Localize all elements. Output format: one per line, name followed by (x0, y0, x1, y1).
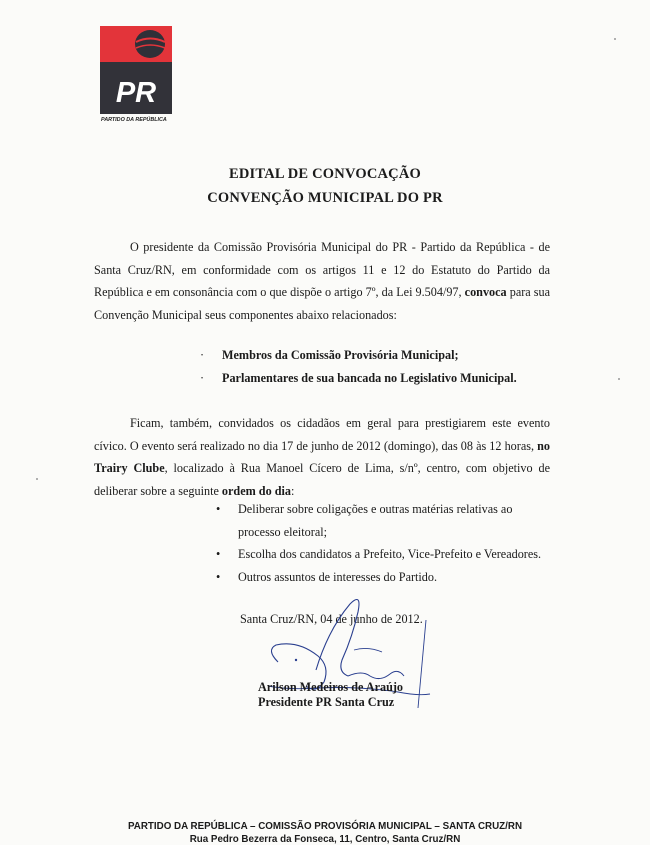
scan-speck (614, 38, 616, 40)
event-text-middle: , localizado à Rua Manoel Cícero de Lima, s/nº, centro, com objetivo de deliberar sobre a seguinte (94, 461, 550, 498)
paragraph-intro (94, 236, 550, 326)
bullet-icon: • (216, 547, 221, 561)
pr-party-logo (100, 26, 172, 122)
list-item (200, 348, 459, 363)
date-line: Santa Cruz/RN, 04 de junho de 2012. (240, 612, 423, 626)
bullet-icon: • (216, 502, 221, 516)
scan-speck (36, 478, 38, 480)
intro-text: O presidente da Comissão Provisória Municipal do PR - Partido da República - de Santa Cruz/RN, em conformidade com os artigos 11 e 12 do Estatuto do Partido da República e em consonância com o que dispõe o artigo 7º, da Lei 9.504/97, (94, 240, 550, 299)
list-marker: · (200, 348, 205, 362)
scan-speck (618, 378, 620, 380)
agenda-item-text: Outros assuntos de interesses do Partido. (238, 570, 438, 584)
document-subtitle: CONVENÇÃO MUNICIPAL DO PR (207, 190, 443, 206)
event-text-end: : (291, 483, 295, 498)
list-marker: · (200, 371, 205, 385)
logo-globe-icon (135, 30, 165, 58)
list-item (200, 371, 517, 386)
bullet-icon: • (216, 570, 221, 584)
agenda-item (216, 566, 556, 589)
paragraph-event (94, 412, 550, 502)
agenda-item-text: Deliberar sobre coligações e outras matérias relativas ao processo eleitoral; (238, 502, 513, 539)
agenda-bold: ordem do dia (221, 483, 291, 498)
document-title: EDITAL DE CONVOCAÇÃO (229, 166, 421, 182)
event-text: Ficam, também, convidados os cidadãos em geral para prestigiarem este evento cívico. O evento será realizado no dia 17 de junho de 2012 (domingo), das 08 às 12 horas, (94, 416, 550, 453)
signatory-role: Presidente PR Santa Cruz (258, 695, 395, 709)
footer-line: PARTIDO DA REPÚBLICA – COMISSÃO PROVISÓRIA MUNICIPAL – SANTA CRUZ/RN (127, 821, 523, 832)
agenda-item (216, 543, 556, 566)
logo-caption: PARTIDO DA REPÚBLICA (101, 117, 167, 122)
logo-initials: PR (115, 77, 157, 109)
signatory-name: Arilson Medeiros de Araújo (258, 680, 403, 694)
convoca-bold: convoca (464, 285, 507, 299)
footer-address: Rua Pedro Bezerra da Fonseca, 11, Centro, Santa Cruz/RN (189, 834, 461, 845)
venue-bold: no Trairy Clube (94, 438, 551, 475)
intro-text-end: para sua Convenção Municipal seus componentes abaixo relacionados: (94, 285, 551, 322)
agenda-item (216, 498, 556, 543)
agenda-item-text: Escolha dos candidatos a Prefeito, Vice-Prefeito e Vereadores. (238, 547, 542, 561)
list-item-text: Parlamentares de sua bancada no Legislativo Municipal. (222, 371, 517, 385)
list-item-text: Membros da Comissão Provisória Municipal; (222, 348, 459, 362)
